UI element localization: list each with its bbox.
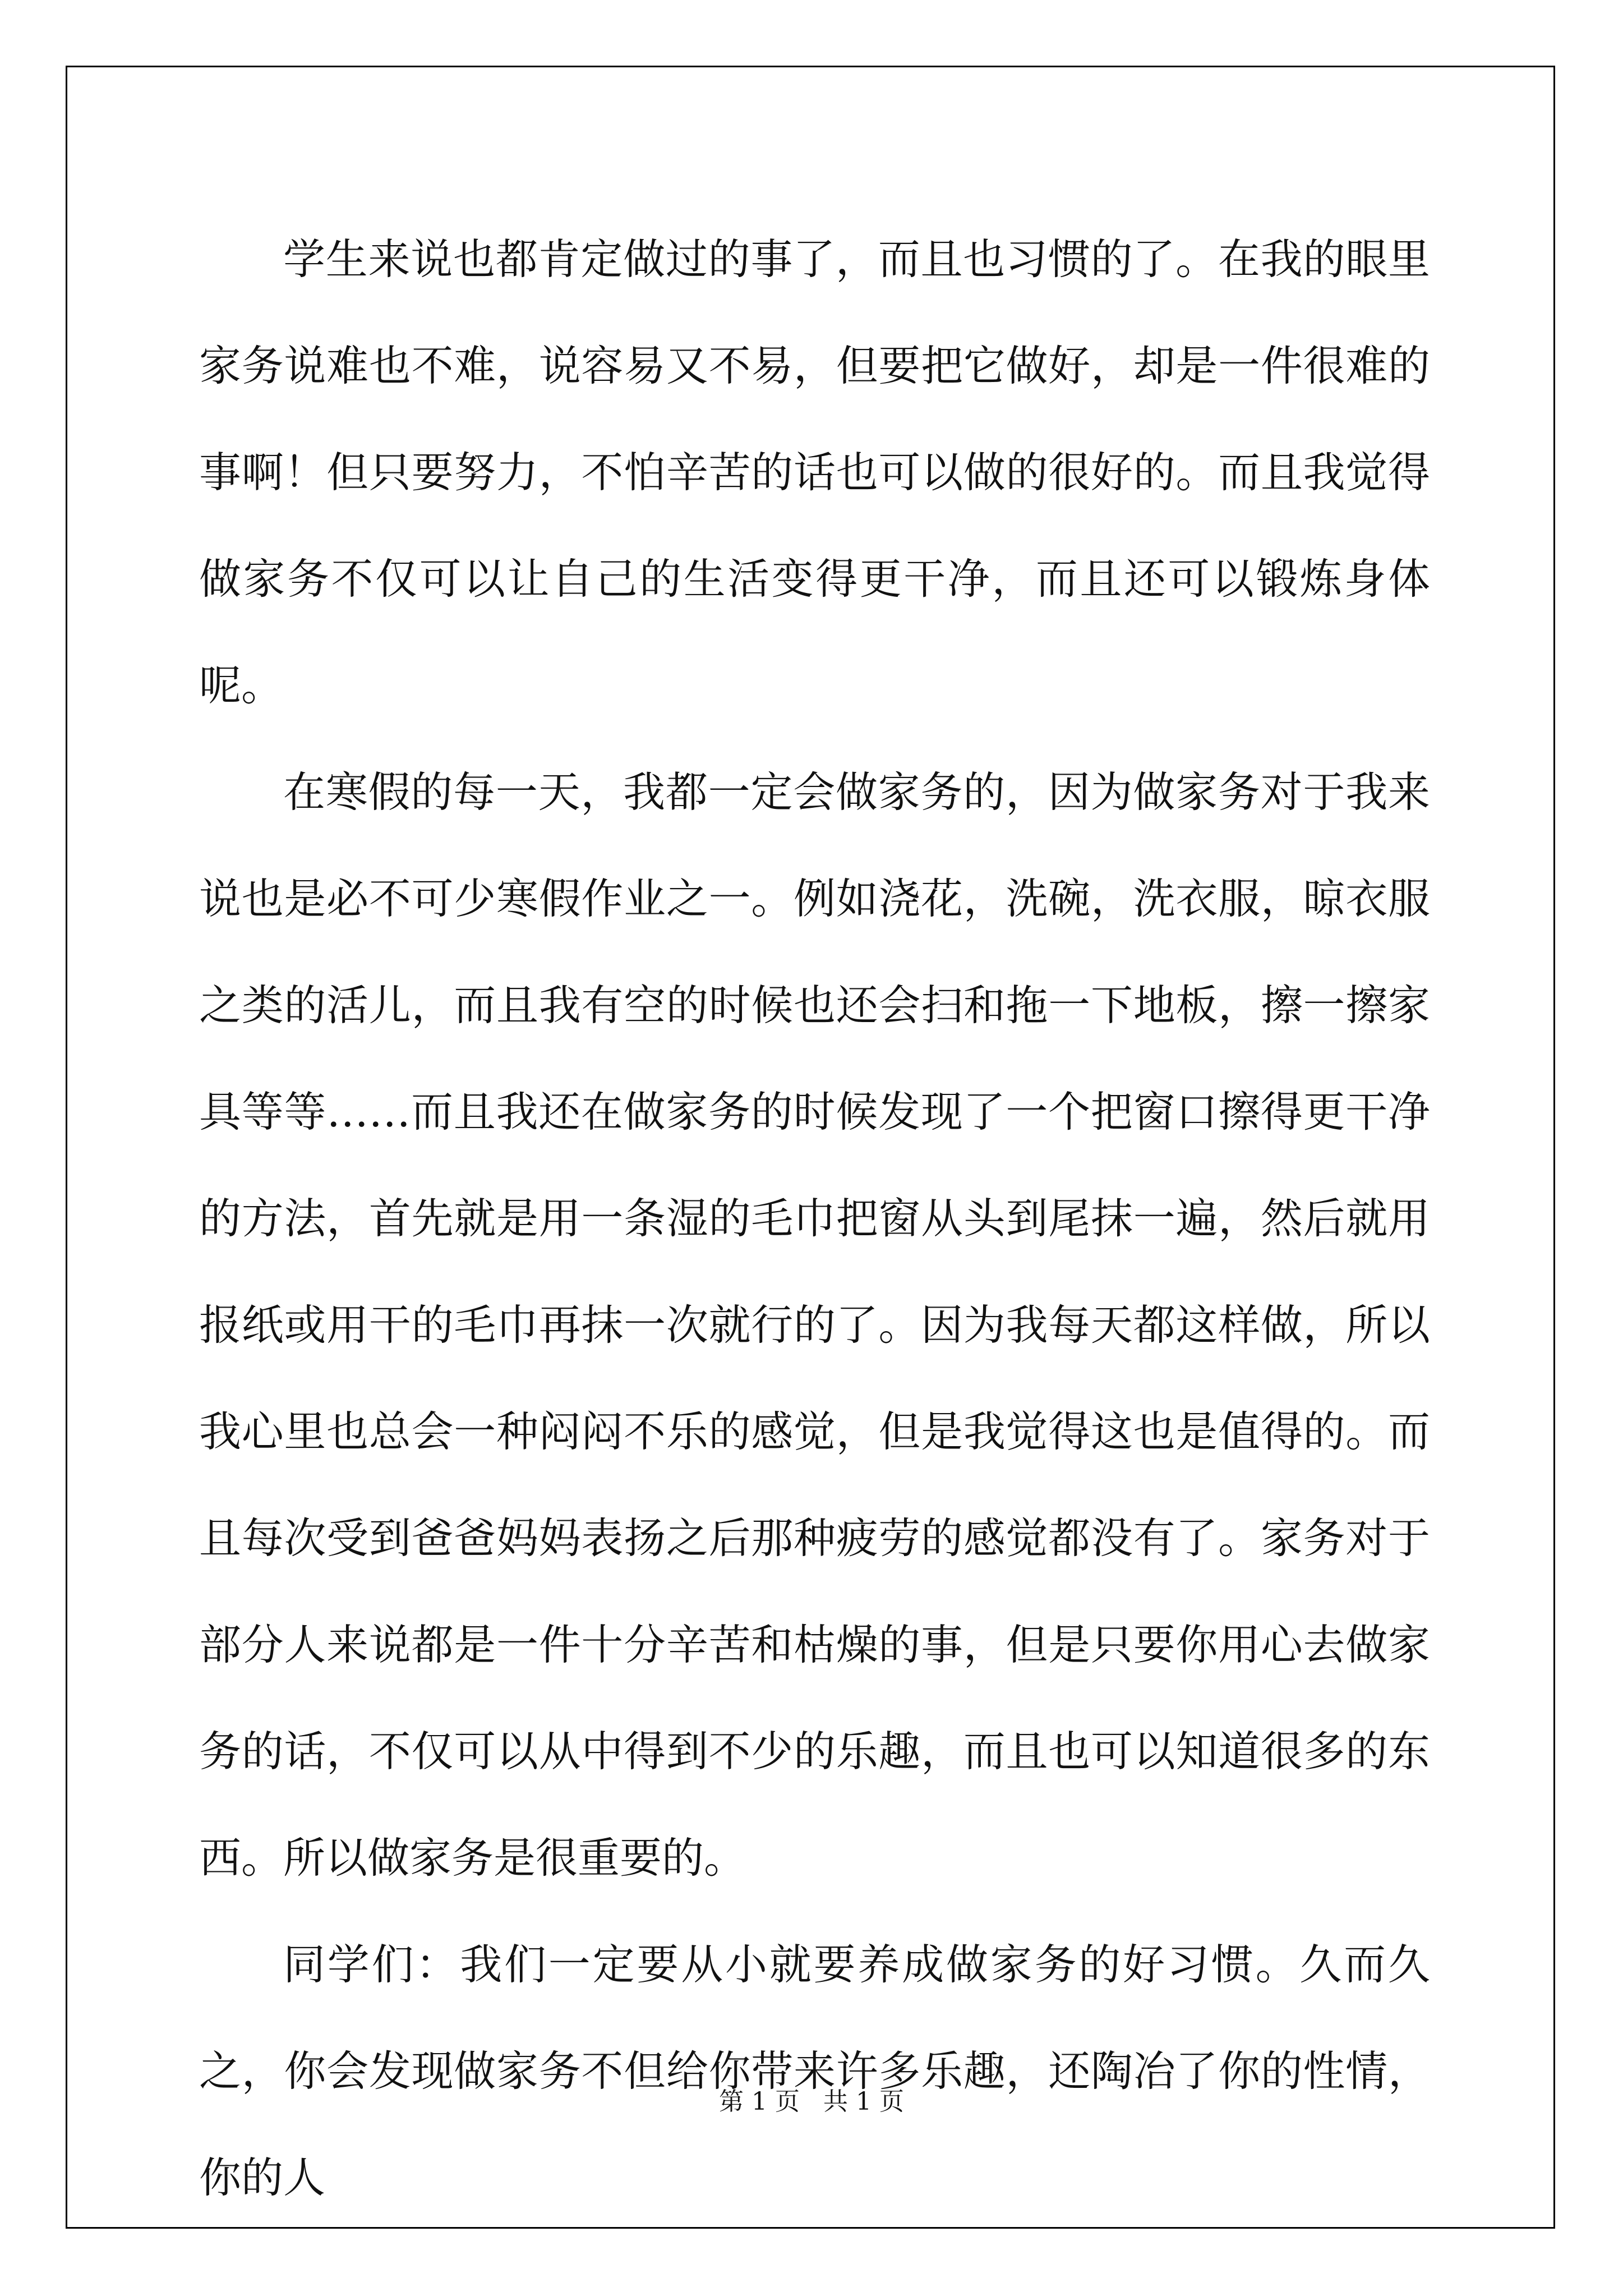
paragraph-3: 同学们：我们一定要从小就要养成做家务的好习惯。久而久之，你会发现做家务不但给你带来许多乐趣，还陶冶了你的性情，你的人 xyxy=(199,1940,1430,2202)
document-body xyxy=(199,206,1430,2231)
paragraph-1: 学生来说也都肯定做过的事了，而且也习惯的了。在我的眼里家务说难也不难，说容易又不易，但要把它做好，却是一件很难的事啊！但只要努力，不怕辛苦的话也可以做的很好的。而且我觉得做家务不仅可以让自己的生活变得更干净，而且还可以锻炼身体呢。 xyxy=(199,234,1430,710)
paragraph-2: 在寒假的每一天，我都一定会做家务的，因为做家务对于我来说也是必不可少寒假作业之一。例如浇花，洗碗，洗衣服，晾衣服之类的活儿，而且我有空的时候也还会扫和拖一下地板，擦一擦家具等等……而且我还在做家务的时候发现了一个把窗口擦得更干净的方法，首先就是用一条湿的毛巾把窗从头到尾抹一遍，然后就用报纸或用干的毛巾再抹一次就行的了。因为我每天都这样做，所以我心里也总会一种闷闷不乐的感觉，但是我觉得这也是值得的。而且每次受到爸爸妈妈表扬之后那种疲劳的感觉都没有了。家务对于部分人来说都是一件十分辛苦和枯燥的事，但是只要你用心去做家务的话，不仅可以从中得到不少的乐趣，而且也可以知道很多的东西。所以做家务是很重要的。 xyxy=(199,767,1430,1883)
page-number-footer: 第 1 页 共 1 页 xyxy=(719,2087,904,2116)
